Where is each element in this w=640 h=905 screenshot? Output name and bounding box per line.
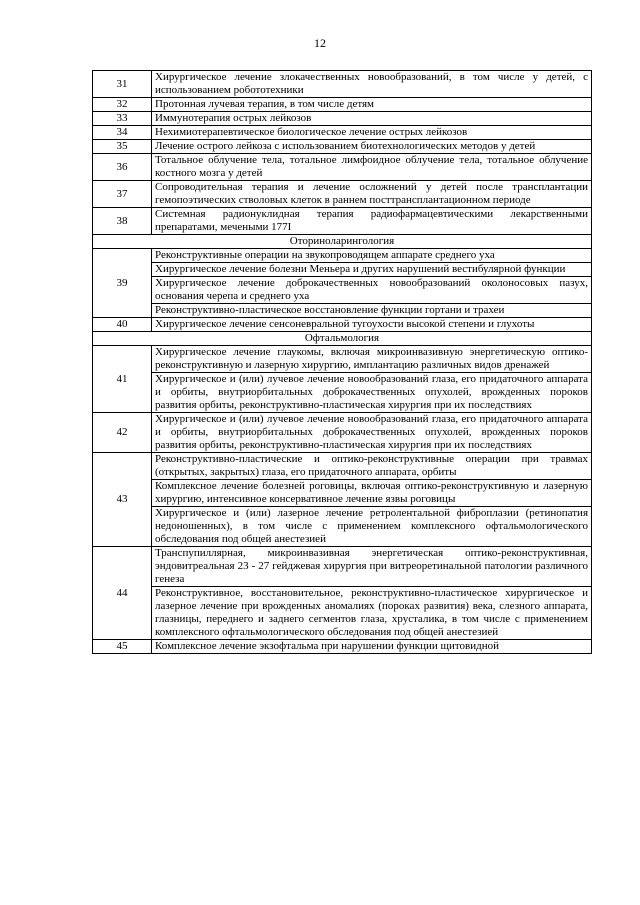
procedure-description: Тотальное облучение тела, тотальное лимфоидное облучение тела, тотальное облучение костного мозга у детей (152, 154, 592, 181)
table-row (93, 154, 592, 181)
procedure-description: Хирургическое лечение доброкачественных новообразований околоносовых пазух, основания черепа и среднего уха (152, 277, 592, 304)
procedures-table-body (93, 71, 592, 654)
procedure-description: Реконструктивные операции на звукопроводящем аппарате среднего уха (152, 249, 592, 263)
procedure-description: Лечение острого лейкоза с использованием биотехнологических методов у детей (152, 140, 592, 154)
table-row (93, 587, 592, 640)
procedure-description: Хирургическое лечение болезни Меньера и других нарушений вестибулярной функции (152, 263, 592, 277)
procedure-description: Сопроводительная терапия и лечение осложнений у детей после трансплантации гемопоэтических стволовых клеток в раннем посттрансплантационном периоде (152, 181, 592, 208)
procedure-description: Хирургическое лечение глаукомы, включая микроинвазивную энергетическую оптико-реконструктивную и лазерную хирургию, имплантацию различных видов дренажей (152, 346, 592, 373)
table-row (93, 126, 592, 140)
row-number: 34 (93, 126, 152, 140)
table-row (93, 208, 592, 235)
procedure-description: Хирургическое и (или) лучевое лечение новообразований глаза, его придаточного аппарата и орбиты, внутриорбитальных доброкачественных опухолей, врожденных пороков развития орбиты, реконструктивно-пластическая хирургия при их последствиях (152, 373, 592, 413)
section-title: Оториноларингология (93, 235, 592, 249)
table-row (93, 71, 592, 98)
section-row (93, 332, 592, 346)
page-number: 12 (314, 36, 326, 50)
table-row (93, 249, 592, 263)
table-row (93, 304, 592, 318)
procedure-description: Хирургическое лечение сенсоневральной тугоухости высокой степени и глухоты (152, 318, 592, 332)
row-number: 45 (93, 640, 152, 654)
row-number: 38 (93, 208, 152, 235)
procedure-description: Хирургическое лечение злокачественных новообразований, в том числе у детей, с использованием робототехники (152, 71, 592, 98)
procedure-description: Реконструктивное, восстановительное, реконструктивно-пластическое хирургическое и лазерное лечение при врожденных аномалиях (пороках развития) века, слезного аппарата, глазницы, переднего и заднего сегментов глаза, хрусталика, в том числе с применением комплексного офтальмологического обследования под общей анестезией (152, 587, 592, 640)
table-row (93, 112, 592, 126)
row-number: 36 (93, 154, 152, 181)
section-row (93, 235, 592, 249)
table-row (93, 263, 592, 277)
section-title: Офтальмология (93, 332, 592, 346)
table-row (93, 277, 592, 304)
table-row (93, 318, 592, 332)
row-number: 41 (93, 346, 152, 413)
procedure-description: Реконструктивно-пластические и оптико-реконструктивные операции при травмах (открытых, закрытых) глаза, его придаточного аппарата, орбиты (152, 453, 592, 480)
row-number: 42 (93, 413, 152, 453)
row-number: 32 (93, 98, 152, 112)
table-row (93, 181, 592, 208)
row-number: 40 (93, 318, 152, 332)
procedure-description: Нехимиотерапевтическое биологическое лечение острых лейкозов (152, 126, 592, 140)
procedure-description: Реконструктивно-пластическое восстановление функции гортани и трахеи (152, 304, 592, 318)
table-row (93, 98, 592, 112)
procedure-description: Хирургическое и (или) лазерное лечение ретролентальной фиброплазии (ретинопатия недоношенных), в том числе с применением комплексного офтальмологического обследования под общей анестезией (152, 507, 592, 547)
procedure-description: Хирургическое и (или) лучевое лечение новообразований глаза, его придаточного аппарата и орбиты, внутриорбитальных доброкачественных опухолей, врожденных пороков развития орбиты, реконструктивно-пластическая хирургия при их последствиях (152, 413, 592, 453)
procedure-description: Системная радионуклидная терапия радиофармацевтическими лекарственными препаратами, мечеными 177I (152, 208, 592, 235)
procedure-description: Комплексное лечение экзофтальма при нарушении функции щитовидной (152, 640, 592, 654)
table-row (93, 140, 592, 154)
table-row (93, 373, 592, 413)
table-row (93, 346, 592, 373)
row-number: 35 (93, 140, 152, 154)
row-number: 43 (93, 453, 152, 547)
row-number: 37 (93, 181, 152, 208)
row-number: 44 (93, 547, 152, 640)
row-number: 31 (93, 71, 152, 98)
table-row (93, 507, 592, 547)
row-number: 33 (93, 112, 152, 126)
procedures-table (92, 70, 592, 654)
table-row (93, 547, 592, 587)
procedure-description: Протонная лучевая терапия, в том числе детям (152, 98, 592, 112)
procedure-description: Комплексное лечение болезней роговицы, включая оптико-реконструктивную и лазерную хирургию, интенсивное консервативное лечение язвы роговицы (152, 480, 592, 507)
table-row (93, 480, 592, 507)
table-row (93, 413, 592, 453)
procedure-description: Транспупиллярная, микроинвазивная энергетическая оптико-реконструктивная, эндовитреальная 23 - 27 гейджевая хирургия при витреоретинальной патологии различного генеза (152, 547, 592, 587)
table-row (93, 453, 592, 480)
procedure-description: Иммунотерапия острых лейкозов (152, 112, 592, 126)
row-number: 39 (93, 249, 152, 318)
table-row (93, 640, 592, 654)
